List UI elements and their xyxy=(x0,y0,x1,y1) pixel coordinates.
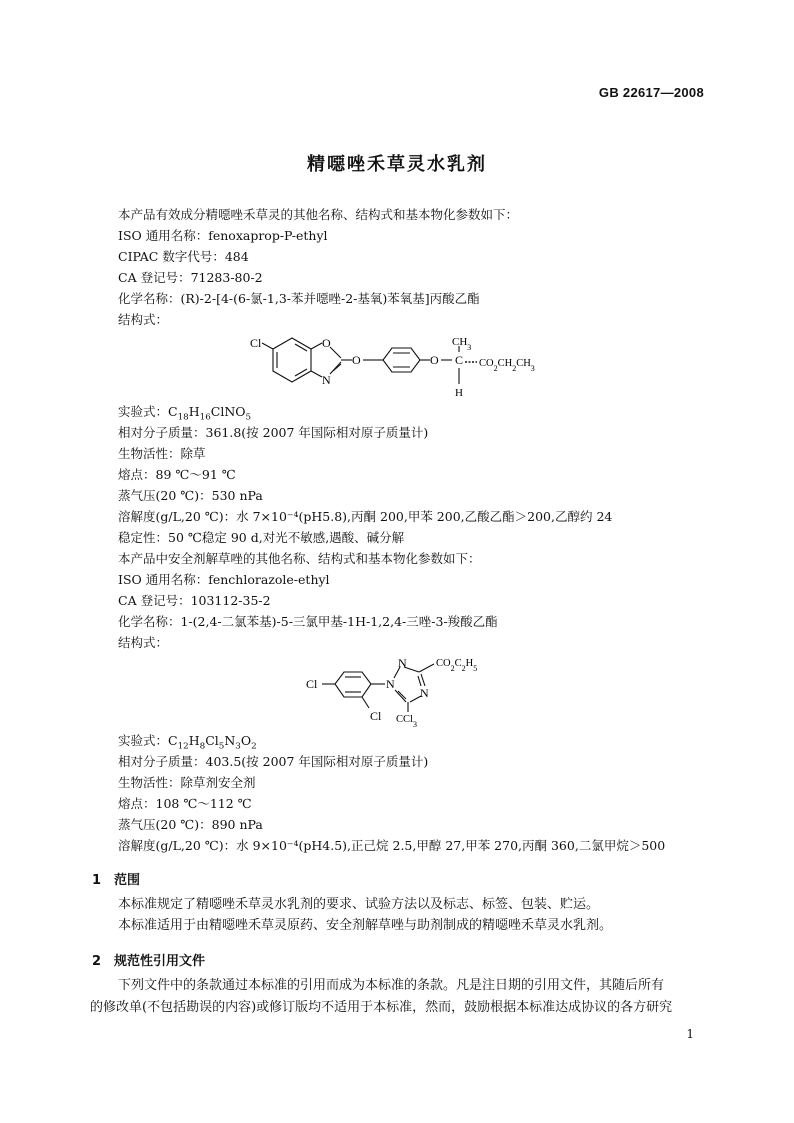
intro1-molecular-weight: 相对分子质量：361.8(按 2007 年国际相对原子质量计) xyxy=(118,425,429,440)
ether-oxygen-1: O xyxy=(352,353,361,367)
n4-atom: N xyxy=(420,686,429,700)
section-number: 1 xyxy=(92,873,102,888)
cl-atom: Cl xyxy=(250,336,262,350)
intro2-melting-point: 熔点：108 ℃～112 ℃ xyxy=(118,796,252,811)
intro2-molecular-weight: 相对分子质量：403.5(按 2007 年国际相对原子质量计) xyxy=(118,754,429,769)
cl-atom-para: Cl xyxy=(306,677,318,691)
formula-prefix: 实验式： xyxy=(118,404,169,419)
formula-prefix: 实验式： xyxy=(118,733,169,748)
section-2-paragraph-line-1: 下列文件中的条款通过本标准的引用而成为本标准的条款。凡是注日期的引用文件，其随后所有 xyxy=(118,978,665,993)
n1-atom: N xyxy=(386,677,395,691)
intro1-cipac-code: CIPAC 数字代号：484 xyxy=(118,249,249,264)
ester-group: $CO_2C_2H_5$ xyxy=(436,658,478,673)
intro1-empirical-formula xyxy=(118,404,251,426)
formula-value: $C_{18}H_{16}ClNO_5$ xyxy=(168,404,252,423)
intro2-bioactivity: 生物活性：除草剂安全剂 xyxy=(118,775,256,790)
intro1-melting-point: 熔点：89 ℃～91 ℃ xyxy=(118,467,236,482)
structure-fenoxaprop xyxy=(240,328,560,400)
page-number: 1 xyxy=(686,1027,694,1041)
intro2-structure-label: 结构式： xyxy=(118,635,169,650)
intro1-ca-number: CA 登记号：71283-80-2 xyxy=(118,270,263,285)
intro1-chemical-name: 化学名称：(R)-2-[4-(6-氯-1,3-苯并噁唑-2-基氧)苯氧基]丙酸乙酯 xyxy=(118,291,480,306)
standard-number: GB 22617—2008 xyxy=(598,85,704,100)
section-1-paragraph-1: 本标准规定了精噁唑禾草灵水乳剂的要求、试验方法以及标志、标签、包装、贮运。 xyxy=(118,897,600,912)
section-title: 规范性引用文件 xyxy=(114,954,206,969)
section-number: 2 xyxy=(92,954,102,969)
structure-fenchlorazole xyxy=(300,650,530,730)
section-2-paragraph-line-2: 的修改单(不包括勘误的内容)或修订版均不适用于本标准，然而，鼓励根据本标准达成协议的各方研究 xyxy=(90,1000,673,1015)
intro1-lead: 本产品有效成分精噁唑禾草灵的其他名称、结构式和基本物化参数如下： xyxy=(118,207,519,222)
methyl-group: $CH_3$ xyxy=(452,336,472,352)
intro2-ca-number: CA 登记号：103112-35-2 xyxy=(118,593,271,608)
intro1-iso-name: ISO 通用名称：fenoxaprop-P-ethyl xyxy=(118,228,328,243)
ring-nitrogen-atom: N xyxy=(322,373,331,387)
intro1-bioactivity: 生物活性：除草 xyxy=(118,446,206,461)
formula-value: $C_{12}H_8Cl_5N_3O_2$ xyxy=(168,733,257,752)
intro1-stability: 稳定性：50 ℃稳定 90 d,对光不敏感,遇酸、碱分解 xyxy=(118,530,405,545)
section-title: 范围 xyxy=(114,873,141,888)
ether-oxygen-2: O xyxy=(430,353,439,367)
intro1-structure-label: 结构式： xyxy=(118,312,169,327)
hydrogen-atom: H xyxy=(455,387,463,399)
section-1-paragraph-2: 本标准适用于由精噁唑禾草灵原药、安全剂解草唑与助剂制成的精噁唑禾草灵水乳剂。 xyxy=(118,918,613,933)
intro2-vapor-pressure: 蒸气压(20 ℃)：890 nPa xyxy=(118,817,263,832)
section-1-heading xyxy=(92,869,140,888)
document-title: 精噁唑禾草灵水乳剂 xyxy=(307,154,487,175)
trichloromethyl-group: CCl$_3$ xyxy=(396,714,417,729)
intro1-solubility: 溶解度(g/L,20 ℃)：水 7×10⁻⁴(pH5.8),丙酮 200,甲苯 200,乙酸乙酯＞200,乙醇约 24 xyxy=(118,509,613,524)
n2-atom: N xyxy=(398,656,407,670)
intro2-lead: 本产品中安全剂解草唑的其他名称、结构式和基本物化参数如下： xyxy=(118,551,481,566)
intro1-vapor-pressure: 蒸气压(20 ℃)：530 nPa xyxy=(118,488,263,503)
intro2-iso-name: ISO 通用名称：fenchlorazole-ethyl xyxy=(118,572,330,587)
intro2-chemical-name: 化学名称：1-(2,4-二氯苯基)-5-三氯甲基-1H-1,2,4-三唑-3-羧酸乙酯 xyxy=(118,614,498,629)
section-2-heading xyxy=(92,950,205,969)
intro2-solubility: 溶解度(g/L,20 ℃)：水 9×10⁻⁴(pH4.5),正己烷 2.5,甲醇 27,甲苯 270,丙酮 360,二氯甲烷＞500 xyxy=(118,838,666,853)
cl-atom-ortho: Cl xyxy=(370,709,382,723)
ring-oxygen-atom: O xyxy=(322,336,331,350)
intro2-empirical-formula xyxy=(118,733,257,755)
ester-group: $CO_2CH_2CH_3$ xyxy=(479,358,535,373)
chiral-carbon: C xyxy=(455,353,464,367)
